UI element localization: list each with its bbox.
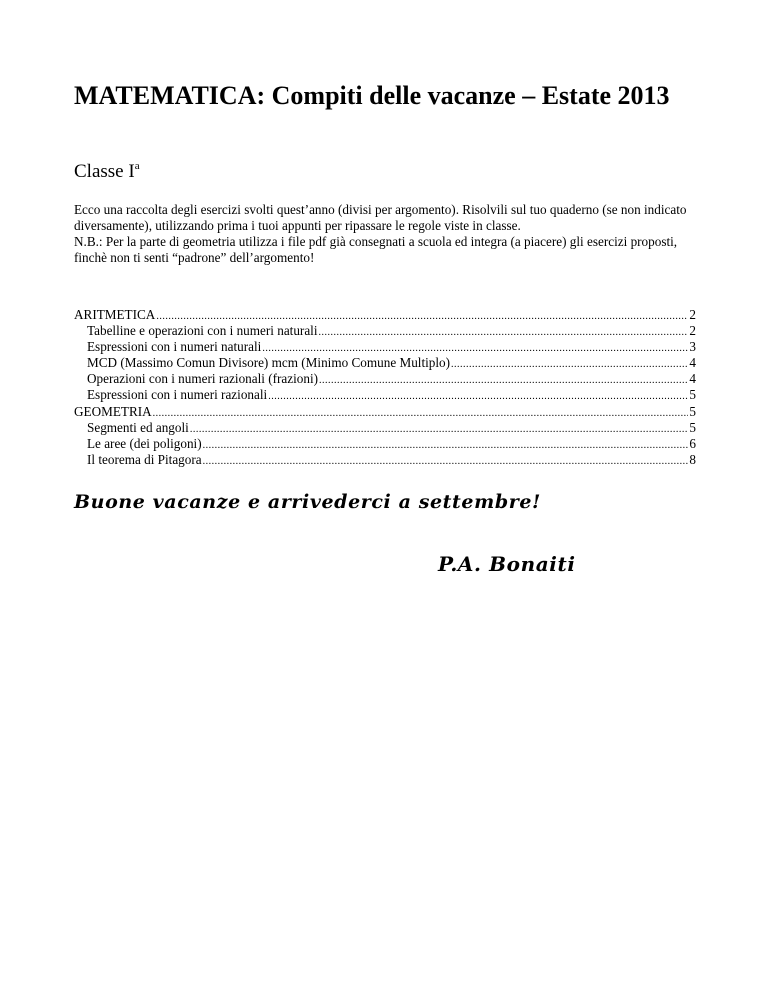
toc-subsection-link[interactable] (74, 371, 696, 387)
toc-entry-label: Il teorema di Pitagora (87, 451, 202, 467)
toc-page-number: 5 (689, 403, 696, 419)
toc-subsection-link[interactable] (74, 323, 696, 339)
class-heading (74, 160, 140, 184)
toc-page-number: 6 (689, 435, 696, 451)
toc-page-number: 5 (689, 387, 696, 403)
toc-section-link[interactable] (74, 307, 696, 323)
toc-entry-label: Operazioni con i numeri razionali (frazioni) (87, 371, 319, 387)
toc-subsection-link[interactable] (74, 339, 696, 355)
toc-subsection-link[interactable] (74, 420, 696, 436)
toc-page-number: 8 (689, 451, 696, 467)
intro-text (74, 202, 696, 266)
table-of-contents (74, 307, 696, 468)
toc-entry-label: MCD (Massimo Comun Divisore) mcm (Minimo Comune Multiplo) (87, 355, 451, 371)
toc-dot-leader (153, 406, 689, 420)
toc-entry-label: GEOMETRIA (74, 403, 152, 419)
toc-entry-label: Segmenti ed angoli (87, 419, 189, 435)
farewell-message: Buone vacanze e arrivederci a settembre! (74, 491, 541, 513)
intro-paragraph-1: Ecco una raccolta degli esercizi svolti quest’anno (divisi per argomento). Risolvili sul tuo quaderno (se non indicato diversamente), utilizzando prima i tuoi appunti per ripassare le regole viste in classe. (74, 202, 687, 233)
toc-dot-leader (319, 325, 689, 339)
toc-subsection-link[interactable] (74, 436, 696, 452)
toc-page-number: 3 (689, 339, 696, 355)
toc-entry-label: Le aree (dei poligoni) (87, 435, 202, 451)
toc-page-number: 5 (689, 419, 696, 435)
toc-entry-label: Espressioni con i numeri razionali (87, 387, 268, 403)
toc-entry-label: Tabelline e operazioni con i numeri naturali (87, 323, 318, 339)
toc-entry-label: Espressioni con i numeri naturali (87, 339, 262, 355)
toc-dot-leader (203, 454, 689, 468)
intro-paragraph-2: N.B.: Per la parte di geometria utilizza i file pdf già consegnati a scuola ed integra (a piacere) gli esercizi proposti, finchè non ti senti “padrone” dell’argomento! (74, 234, 678, 265)
toc-subsection-link[interactable] (74, 355, 696, 371)
toc-dot-leader (262, 341, 688, 355)
toc-subsection-link[interactable] (74, 387, 696, 403)
toc-dot-leader (156, 309, 688, 323)
document-title: MATEMATICA: Compiti delle vacanze – Estate 2013 (74, 81, 670, 110)
toc-dot-leader (319, 373, 688, 387)
toc-dot-leader (190, 422, 689, 436)
toc-dot-leader (203, 438, 689, 452)
toc-entry-label: ARITMETICA (74, 307, 156, 322)
class-label: Classe I (74, 161, 135, 182)
toc-dot-leader (268, 389, 688, 403)
toc-subsection-link[interactable] (74, 452, 696, 468)
class-superscript: a (134, 160, 140, 172)
toc-page-number: 2 (689, 323, 696, 339)
toc-page-number: 2 (689, 307, 696, 322)
toc-section-link[interactable] (74, 404, 696, 420)
toc-dot-leader (451, 357, 688, 371)
toc-page-number: 4 (689, 371, 696, 387)
author-signature: P.A. Bonaiti (438, 552, 576, 576)
toc-page-number: 4 (689, 355, 696, 371)
